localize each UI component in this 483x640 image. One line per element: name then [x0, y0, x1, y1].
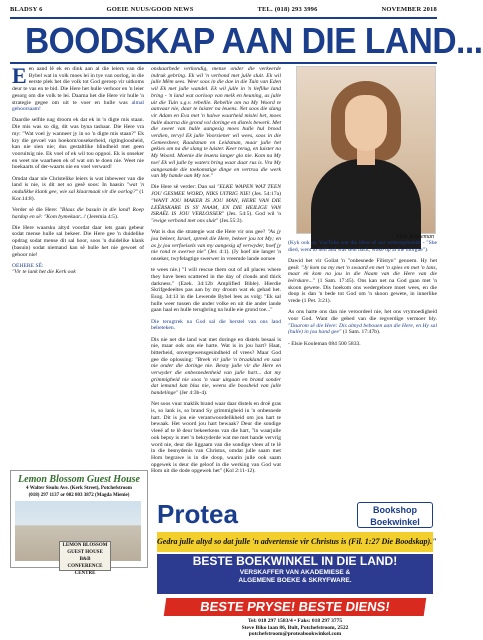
- paragraph: Die terugtrek na God sal die herstel van ons land bebeteken.: [151, 318, 281, 332]
- paragraph: Net soos vuur maklik brand waar daar distels en droë gras is, so lank is, so brand Sy grimmigheid in 'n onbesnede hart. Dit is jou eie verantwoordelikheid om jou hart te bewaak. Het woord jou hart bewaak? Deur die sondige vleeë af te lê deur bekeerkens van die hart, "in waarjulle ook bepsy is met 'n bekryderde wat me met hande vervrig word nie, deur die liggaam van die sondige vlees af te lê in die besnydenis van Christus, omdat julle saam met Hom begrawe is in die doop, waarin julle ook saam opgewek is deur die geloof in die werking van God wat Hom uit die dode opgewek het" (Kol 2:11-12).: [151, 401, 281, 475]
- paragraph: Die Here sê verder: Dan sal "ELKE WAPEN WAT TEEN JOU GESMEE WORD, NIKS UITRIG NIE! (Jes. 54:17a) "WANT JOU MAKER IS JOU MAN, HERE VAN DIE LEËRSKARE IS SY NAAM, EN DIE HEILIGE VAN ISRAËL IS JOU VERLOSSER" (Jes. 54:5). God wil 'n "ewige verbond met ons sluit" (Jes.55:3).: [151, 184, 282, 224]
- paragraph: Verder sê die Here: "Blaas die basuin in die land! Roep hardop en sê: "Kom bymekaar...! (Jeremia 4:5).: [12, 206, 144, 220]
- page-header: [10, 6, 437, 16]
- ad-phone: (018) 297 1137 or 082 803 3872 (Magda Mienie): [28, 493, 130, 498]
- header-phone: TEL. (018) 293 3996: [257, 6, 318, 13]
- prices-banner: BESTE PRYSE! BESTE DIENS!: [164, 598, 427, 616]
- article-title: BOODSKAP AAN DIE LAND...: [24, 20, 483, 61]
- title-rule: [10, 62, 437, 64]
- photo-caption: Elsie Kooleman: [395, 234, 434, 240]
- issue-date: NOVEMBER 2018: [381, 6, 437, 13]
- ad-contact: Tel: 018 297 1583/4 • Faks: 018 297 3775 Steve Biko laan 86, Bult, Potchefstroom, 2522 potchefstroom@proteabookwinkel.com: [157, 618, 433, 638]
- ad-address: 4 Walter Sisulu Ave. (Kerk Street), Potchefstroom: [26, 486, 132, 491]
- signature: - Elsie Kooleman 084 500 5833.: [288, 340, 361, 347]
- ad-title: Lemon Blossom Guest House: [18, 474, 140, 485]
- article-column-3: [288, 240, 437, 510]
- article-column-1: [12, 63, 144, 468]
- paragraph: onskaarhede verkondig, mense onder die verkeerde indruk gebring. Ek wil 'n verbond met julle sluit. Ek wil julle Mêm sees. Weer soos in die dae in die Tuin van Eden wil Ek met julle wandel. Ek wil julle in 'n lieflike land bring - 'n land wat oorloop van melk en heuning, as julle uit die Tuin s.g.v. rebellie. Rebellie om na My Woord te aanvaar nie, daar te luister na leuens. Net soos die slang vir Adam en Eva met 'n halwe waarheid mislei het, moes hulle daarna die grond vol doringe en distels bewerk. Met die sweet van hulle aangesig moes hulle hul brood verdien, tervyl Ek julle Voorsiener wil wees, soos in die Gemeesheer, Raadsman en Leidsman, maar julle het gekies om na die slang te luister. Keer terug, en luister na My Woord. Moenie die leuens langer glo nie. Kom na My toe! Ek wil julle by waters bring waar daar rus is. Vra My aangesande die toekomstige dinge en vertrou die werk van My hande aan My toe.": [151, 66, 281, 180]
- page-number: BLADSY 6: [10, 6, 43, 13]
- bookshop-badge: Bookshop Boekwinkel: [357, 502, 433, 528]
- drop-cap: E: [12, 63, 27, 88]
- bookshop-ad[interactable]: [151, 498, 437, 638]
- protea-logo: Protea: [157, 500, 353, 528]
- paragraph: Wat is dus die strategie wat die Here vir ons gee? "As jy jou bekeer, Israel, spreek die Here, bekeer jou tot My; en as jy jou verfoeisels van my aangesig af verwyder, hoef jy nie rond te swerwe nie" (Jer. 4:1). (Jy hoef nie langer 'n onseker, twyfelagtige swerwer in vreemde lande oorsee: [151, 229, 281, 262]
- guest-house-photo: [15, 501, 141, 576]
- guest-house-ad[interactable]: [10, 470, 148, 576]
- paragraph: Een aand lê ek en dink aan al die leiers van die Bybel wat in volk moes lei in tye van oorlog, in die eerste plek het die volk tot God geroep vir uitkoms deur te vas en te bid. Die Here het hulle verhoor en 'n leier gesorg om die volk te lei. Daarna het die Here vir hulle 'n strategie gegee om uit te voer en hulle was almal gehoorsaam!: [12, 63, 144, 113]
- author-photo: [296, 66, 436, 234]
- paragraph: Dawid het vir Goliat 'n "onbesnede Filistyn" genoem. Hy het gesê: "Jy kom na my met 'n swaard en met 'n spies en met 'n lans, maar ek kom na jou in die Naam van die Here van die leërskare..." (1 Sam. 17:45). Ons kan net na God gaan met 'n skoon gewete. Dis hoekom ons wedergebore moet wees, en die doop is dan 'n bede tot God om 'n skoon gewete, in innerlike vrede (1 Pet. 3:21).: [288, 257, 437, 305]
- paragraph: Dis nie net die land wat met doringe en distels besaai is nie, maar ook ons eie harte. Wat is in jou hart? Haat, bitterheid, onvergewensgesindheid of vrees? Maar God gee die oplossing: "Breek vir julle 'n braakland en saai nie onder die doringe nie. Besny julle vir die Here en verwyder die onbesnedenheid van julle hart... dat my grimmigheid nie soos 'n vuur uitgaan en brand sonder dat iemand kan blus nie, weens die boosheid van julle handelinge" (Jer 4:3b-4).: [151, 336, 281, 397]
- header-rule: [10, 17, 437, 19]
- paragraph: Daardie selfde nag droom ek dat ek in 'n digte mis staan. Die mis was so dig, dit was byna tasbaar. Die Here vra my: "Wat voel jy wanneer jy in so 'n digte mis staan?" Ek kry die gevoel van hoekom/onsekerheid, rigtingloosheid, kan nie sien nie; dus gestaltlike blindheid met geen vooruitsig nie. Ek voel of ek wil tou opgooi. Ek is onseker en weet nie waarheen ek of wat om te doen nie. Weet nie hoekaarts of der-waarts nie en voel verward!: [12, 117, 144, 171]
- publication-name: GOEIE NUUS/GOOD NEWS: [106, 6, 194, 13]
- paragraph: (Kyk ook op YouTube wat die Here sê oor weteregebonde - "She died, went to hell and was sent back, woke up at the morgue").: [288, 240, 437, 253]
- paragraph: As ons harte ons dan nie veroordeel nie, het ons vrymoedigheid voor God. Want die gebed van die regverdige vermoer bly. "Daarom sê die Here: Dis almyd bebouen aan die Here, en Hy sal (hulle) in jou hand gee" (1 Sam. 17:47b).: [288, 309, 437, 336]
- paragraph: Omdat daar nie Christelike leiers is wat inbeweer van die land is nie, is dit net so gesê soos: In baasin "wat 'n ondulikke klank gee, wie sal klaarmaak vir die oorlog?" (1 Kor.14:8).: [12, 175, 144, 202]
- paragraph: OEHERE SÊ: "Vir te lank het die Kerk ook: [12, 262, 76, 276]
- ad-banner: BESTE BOEKWINKEL IN DIE LAND! VERSKAFFER VAN AKADEMIESE & ALGEMENE BOEKE & SKRYFWARE.: [157, 554, 433, 594]
- photo-face: [345, 95, 387, 151]
- emphasis-link: almal gehoorsaam!: [12, 99, 144, 113]
- ad-email[interactable]: potchefstroom@proteabookwinkel.com: [248, 631, 342, 637]
- ad-quote: Gedra julle altyd so dat julle 'n advertensie vir Christus is (Fil. 1:27 Die Boodskap).": [157, 532, 433, 552]
- paragraph: te wees nie.) "I will rescue them out of all places where they have been scattered in the day of clouds and thick darkness." (Ezek. 34:12b Amplified Bible). Hierdie Skrifgedeeltes pas aan by my droom wat ek gehad het. Esog. 34:13 in die Lewende Bybel lees as volg: "Ek sal hulle weer tussen die ander volke en uit die ander lande gaan haal en hulle terugbring na hulle eie grond toe...": [151, 267, 281, 314]
- paragraph: Die Here waarsku altyd voordat daar iets gaan gebeur sodat mense hulle sal bekeer. Die Here gee 'n duidelike opdrag sodat mense dit sal hoor, soos 'n duidelike klank (basuin) sodat niemand kan sê hulle het nie gewoet of gehoor nie!: [12, 224, 144, 258]
- guest-house-sign: LEMON BLOSSOM GUEST HOUSE B&B CONFERENCE CENTRE: [59, 541, 111, 571]
